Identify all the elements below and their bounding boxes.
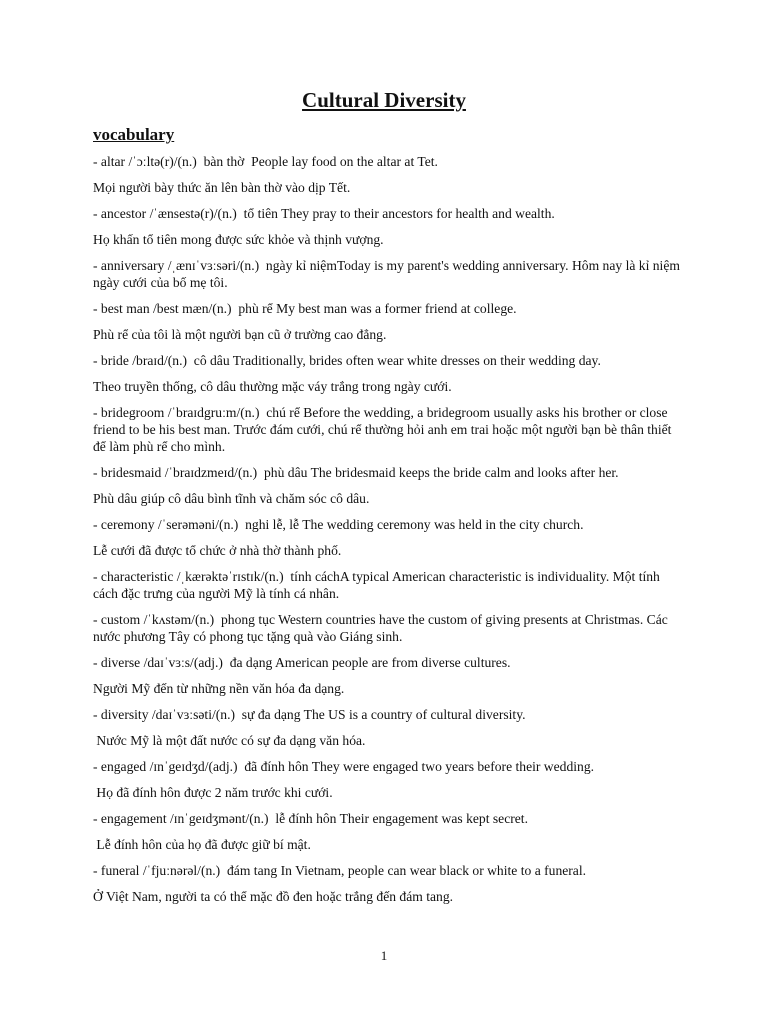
vocabulary-paragraph: Mọi người bày thức ăn lên bàn thờ vào dịp Tết.: [93, 180, 351, 195]
vocabulary-paragraph: - custom /ˈkʌstəm/(n.) phong tục Western countries have the custom of giving presents at Christmas. Các nước phương Tây có phong tục tặng quà vào Giáng sinh.: [93, 612, 672, 644]
vocabulary-paragraph: Phù rể của tôi là một người bạn cũ ở trường cao đẳng.: [93, 327, 387, 342]
vocabulary-paragraph: - anniversary /ˌænɪˈvɜːsəri/(n.) ngày kỉ niệmToday is my parent's wedding anniversary. Hôm nay là kỉ niệm ngày cưới của bố mẹ tôi.: [93, 258, 684, 290]
vocabulary-paragraph: Lễ đính hôn của họ đã được giữ bí mật.: [93, 837, 311, 852]
vocabulary-paragraph: - altar /ˈɔːltə(r)/(n.) bàn thờ People lay food on the altar at Tet.: [93, 154, 438, 169]
vocabulary-paragraph: Họ khấn tổ tiên mong được sức khỏe và thịnh vượng.: [93, 232, 384, 247]
vocabulary-paragraph: - diversity /daɪˈvɜːsəti/(n.) sự đa dạng The US is a country of cultural diversity.: [93, 707, 526, 722]
vocabulary-paragraph: - bride /braɪd/(n.) cô dâu Traditionally, brides often wear white dresses on their wedding day.: [93, 353, 601, 368]
vocabulary-paragraph: - bridesmaid /ˈbraɪdzmeɪd/(n.) phù dâu The bridesmaid keeps the bride calm and looks after her.: [93, 465, 619, 480]
vocabulary-paragraph: Người Mỹ đến từ những nền văn hóa đa dạng.: [93, 681, 345, 696]
vocabulary-list: [93, 153, 683, 914]
vocabulary-paragraph: - bridegroom /ˈbraɪdgruːm/(n.) chú rể Before the wedding, a bridegroom usually asks his brother or close friend to be his best man. Trước đám cưới, chú rể thường hỏi anh em trai hoặc một người bạn bè thân thiết để làm phù rể cho mình.: [93, 405, 675, 454]
vocabulary-paragraph: Nước Mỹ là một đất nước có sự đa dạng văn hóa.: [93, 733, 366, 748]
vocabulary-paragraph: - engagement /ɪnˈgeɪdʒmənt/(n.) lễ đính hôn Their engagement was kept secret.: [93, 811, 528, 826]
vocabulary-paragraph: Lễ cưới đã được tổ chức ở nhà thờ thành phố.: [93, 543, 342, 558]
vocabulary-paragraph: - funeral /ˈfjuːnərəl/(n.) đám tang In Vietnam, people can wear black or white to a funeral.: [93, 863, 587, 878]
vocabulary-paragraph: - engaged /ɪnˈgeɪdʒd/(adj.) đã đính hôn They were engaged two years before their wedding.: [93, 759, 595, 774]
vocabulary-paragraph: Theo truyền thống, cô dâu thường mặc váy trắng trong ngày cưới.: [93, 379, 452, 394]
section-heading-vocabulary: vocabulary: [93, 125, 175, 144]
vocabulary-paragraph: - best man /best mæn/(n.) phù rể My best man was a former friend at college.: [93, 301, 517, 316]
document-title: Cultural Diversity: [302, 88, 466, 112]
vocabulary-paragraph: Ở Việt Nam, người ta có thể mặc đồ đen hoặc trắng đến đám tang.: [93, 889, 454, 904]
vocabulary-paragraph: - characteristic /ˌkærəktəˈrɪstɪk/(n.) tính cáchA typical American characteristic is individuality. Một tính cách đặc trưng của người Mỹ là tính cá nhân.: [93, 569, 664, 601]
vocabulary-paragraph: Phù dâu giúp cô dâu bình tĩnh và chăm sóc cô dâu.: [93, 491, 370, 506]
vocabulary-paragraph: - diverse /daɪˈvɜːs/(adj.) đa dạng American people are from diverse cultures.: [93, 655, 511, 670]
vocabulary-paragraph: Họ đã đính hôn được 2 năm trước khi cưới.: [93, 785, 333, 800]
vocabulary-paragraph: - ancestor /ˈænsestə(r)/(n.) tổ tiên They pray to their ancestors for health and wealth.: [93, 206, 555, 221]
page-number: 1: [380, 948, 388, 963]
vocabulary-paragraph: - ceremony /ˈserəməni/(n.) nghi lễ, lễ The wedding ceremony was held in the city church.: [93, 517, 584, 532]
